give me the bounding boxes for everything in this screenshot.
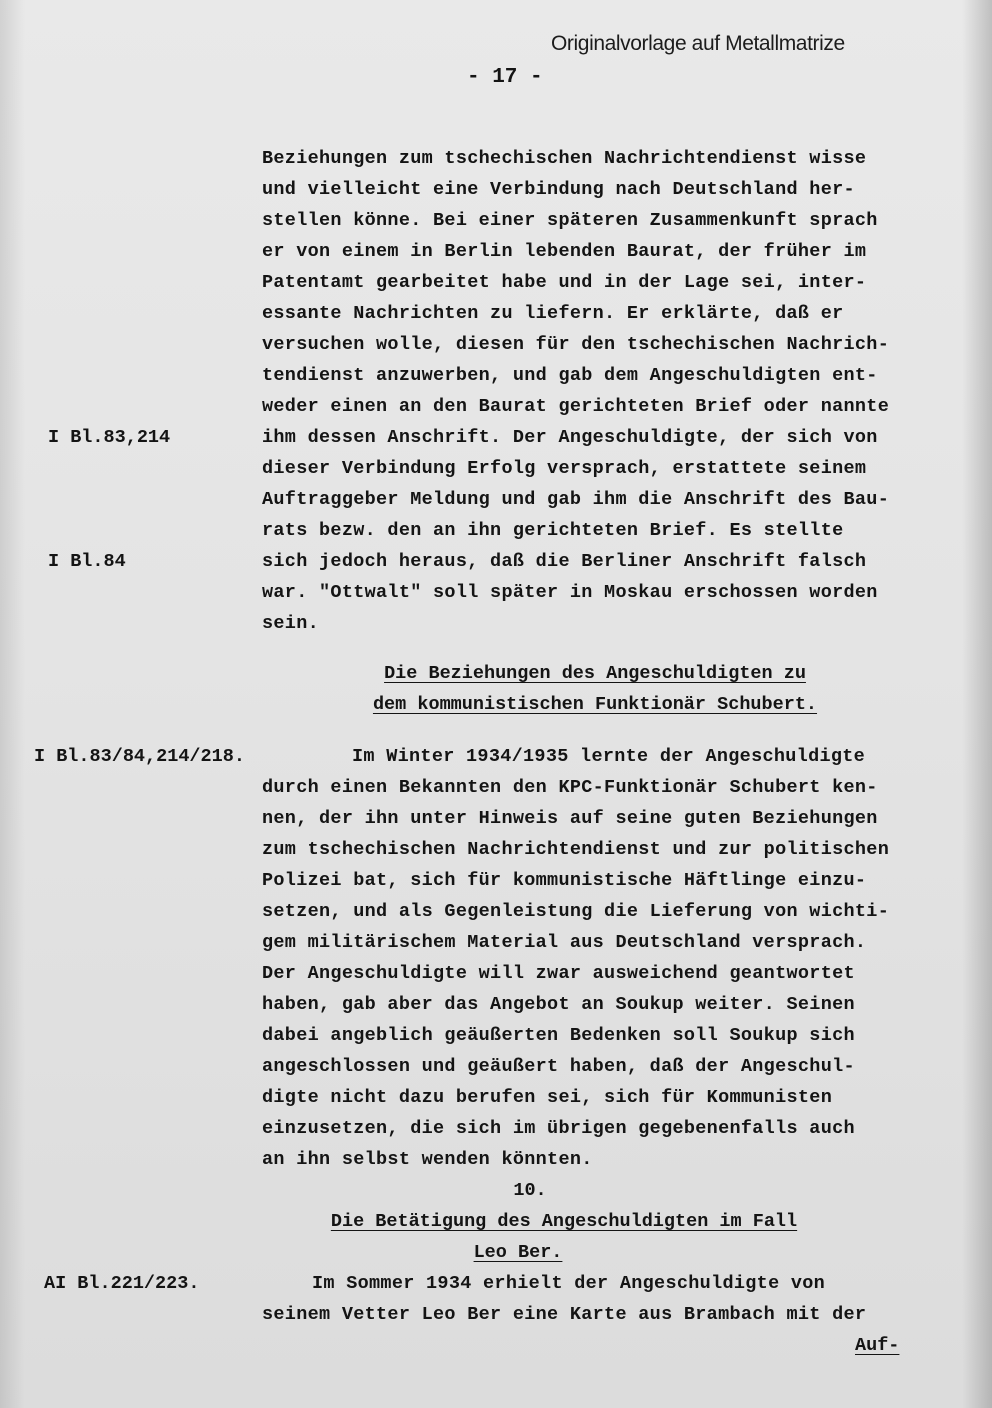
text-line: tendienst anzuwerben, und gab dem Angeschuldigten ent- [262, 365, 878, 386]
text-line: versuchen wolle, diesen für den tschechischen Nachrich- [262, 334, 890, 355]
text-line: dabei angeblich geäußerten Bedenken soll Soukup sich [262, 1025, 855, 1046]
text-line: einzusetzen, die sich im übrigen gegebenenfalls auch [262, 1118, 855, 1139]
margin-reference: I Bl.83/84,214/218. [34, 746, 245, 767]
text-line: durch einen Bekannten den KPC-Funktionär Schubert ken- [262, 777, 878, 798]
text-line: ihm dessen Anschrift. Der Angeschuldigte, der sich von [262, 427, 878, 448]
text-line: dieser Verbindung Erfolg versprach, erstattete seinem [262, 458, 867, 479]
text-line: sich jedoch heraus, daß die Berliner Anschrift falsch [262, 551, 867, 572]
text-line: nen, der ihn unter Hinweis auf seine guten Beziehungen [262, 808, 878, 829]
text-line: digte nicht dazu berufen sei, sich für Kommunisten [262, 1087, 833, 1108]
margin-reference: I Bl.83,214 [48, 427, 171, 448]
text-line: Auftraggeber Meldung und gab ihm die Anschrift des Bau- [262, 489, 890, 510]
text-line: angeschlossen und geäußert haben, daß der Angeschul- [262, 1056, 855, 1077]
text-line: haben, gab aber das Angebot an Soukup weiter. Seinen [262, 994, 855, 1015]
text-line: essante Nachrichten zu liefern. Er erklärte, daß er [262, 303, 844, 324]
text-line: und vielleicht eine Verbindung nach Deutschland her- [262, 179, 855, 200]
text-line: Beziehungen zum tschechischen Nachrichtendienst wisse [262, 148, 867, 169]
text-line: setzen, und als Gegenleistung die Lieferung von wichti- [262, 901, 890, 922]
section-heading: Die Beziehungen des Angeschuldigten zu [384, 663, 806, 684]
text-line: sein. [262, 613, 320, 634]
section-number: 10. [513, 1180, 547, 1201]
text-line: rats bezw. den an ihn gerichteten Brief. Es stellte [262, 520, 844, 541]
text-line: er von einem in Berlin lebenden Baurat, der früher im [262, 241, 867, 262]
text-line: zum tschechischen Nachrichtendienst und zur politischen [262, 839, 890, 860]
text-line: Patentamt gearbeitet habe und in der Lage sei, inter- [262, 272, 867, 293]
text-line: Polizei bat, sich für kommunistische Häftlinge einzu- [262, 870, 867, 891]
text-line: Der Angeschuldigte will zwar ausweichend geantwortet [262, 963, 855, 984]
archive-stamp: Originalvorlage auf Metallmatrize [551, 32, 845, 55]
text-line: weder einen an den Baurat gerichteten Brief oder nannte [262, 396, 890, 417]
margin-reference: AI Bl.221/223. [44, 1273, 200, 1294]
text-line: seinem Vetter Leo Ber eine Karte aus Brambach mit der [262, 1304, 867, 1325]
text-line: stellen könne. Bei einer späteren Zusammenkunft sprach [262, 210, 878, 231]
text-line: Im Sommer 1934 erhielt der Angeschuldigte von [312, 1273, 826, 1294]
page-number: - 17 - [467, 66, 543, 89]
text-line: war. "Ottwalt" soll später in Moskau erschossen worden [262, 582, 878, 603]
text-line: an ihn selbst wenden könnten. [262, 1149, 593, 1170]
margin-reference: I Bl.84 [48, 551, 126, 572]
section-heading: dem kommunistischen Funktionär Schubert. [372, 694, 818, 715]
section-heading: Die Betätigung des Angeschuldigten im Fall [330, 1211, 798, 1232]
catchword: Auf- [855, 1335, 900, 1356]
section-heading: Leo Ber. [473, 1242, 563, 1263]
text-line: gem militärischem Material aus Deutschland versprach. [262, 932, 867, 953]
text-line: Im Winter 1934/1935 lernte der Angeschuldigte [352, 746, 866, 767]
